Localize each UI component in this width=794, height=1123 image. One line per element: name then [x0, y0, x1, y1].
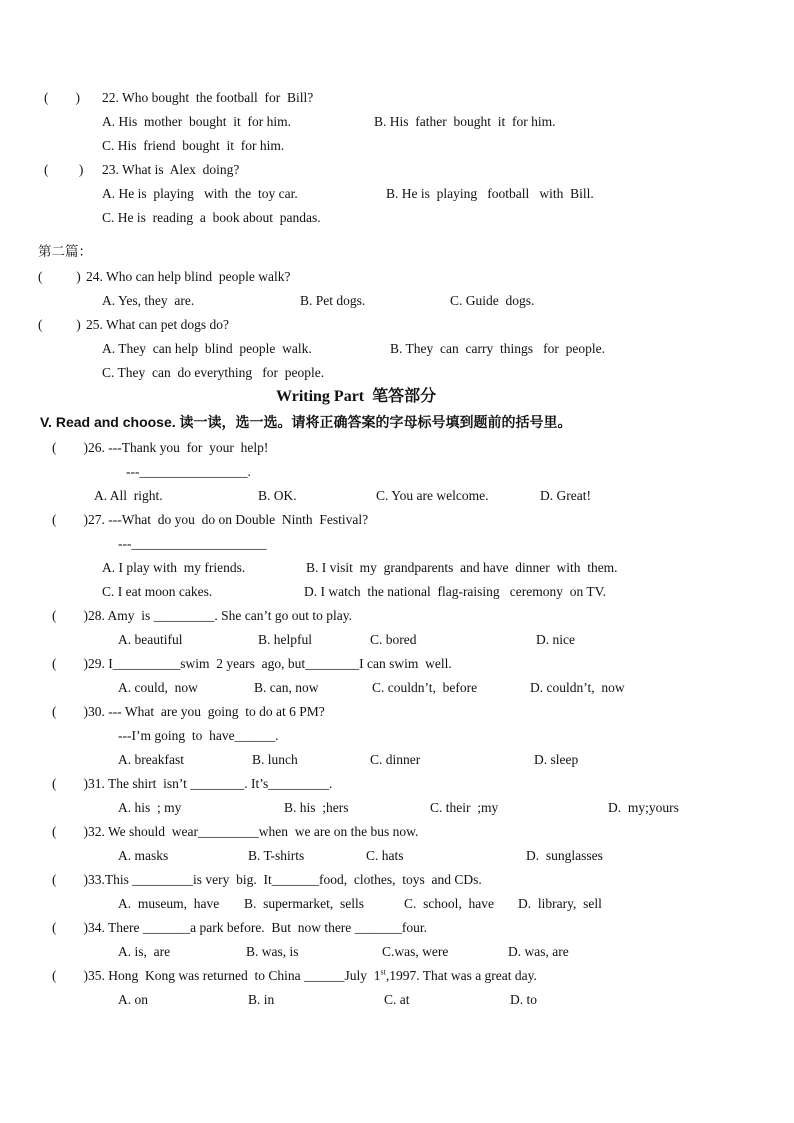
answer-blank[interactable]: ( ): [38, 269, 81, 284]
question-25-stem: 25. What can pet dogs do?: [86, 317, 229, 332]
question-23-stem: 23. What is Alex doing?: [102, 162, 240, 177]
writing-part-title: Writing Part 笔答部分: [276, 388, 437, 405]
q29-option-c: C. couldn’t, before: [372, 680, 478, 695]
q31-option-d: D. my;yours: [608, 800, 679, 815]
q28-option-d: D. nice: [536, 632, 575, 647]
section-v-instructions: V. Read and choose. 读一读，选一选。请将正确答案的字母标号填到题前的括号里。: [40, 414, 572, 430]
q28-option-c: C. bored: [370, 632, 417, 647]
q24-option-b: B. Pet dogs.: [300, 293, 366, 308]
q29-option-a: A. could, now: [118, 680, 198, 695]
q30-option-a: A. breakfast: [118, 752, 184, 767]
answer-blank[interactable]: ( ): [52, 824, 88, 839]
question-24-stem: 24. Who can help blind people walk?: [86, 269, 291, 284]
answer-blank[interactable]: ( ): [52, 440, 88, 455]
q24-option-a: A. Yes, they are.: [102, 293, 195, 308]
answer-blank[interactable]: ( ): [52, 512, 88, 527]
question-27-reply: ---____________________: [118, 536, 267, 551]
q30-option-b: B. lunch: [252, 752, 298, 767]
q27-option-c: C. I eat moon cakes.: [102, 584, 213, 599]
q26-option-a: A. All right.: [94, 488, 163, 503]
q34-option-d: D. was, are: [508, 944, 569, 959]
answer-blank[interactable]: ( ): [52, 608, 88, 623]
question-34-stem: 34. There _______a park before. But now there _______four.: [88, 920, 428, 935]
q30-option-c: C. dinner: [370, 752, 421, 767]
question-35-stem: [88, 968, 537, 984]
answer-blank[interactable]: ( ): [52, 776, 88, 791]
q35-option-a: A. on: [118, 992, 148, 1007]
q31-option-a: A. his ; my: [118, 800, 182, 815]
answer-blank[interactable]: ( ): [38, 317, 81, 332]
answer-blank[interactable]: ( ): [52, 656, 88, 671]
q32-option-d: D. sunglasses: [526, 848, 603, 863]
answer-blank[interactable]: ( ): [52, 968, 88, 983]
q25-option-c: C. They can do everything for people.: [102, 365, 325, 380]
q32-option-c: C. hats: [366, 848, 404, 863]
q24-option-c: C. Guide dogs.: [450, 293, 535, 308]
q31-option-b: B. his ;hers: [284, 800, 349, 815]
q33-option-c: C. school, have: [404, 896, 494, 911]
question-29-stem: 29. I__________swim 2 years ago, but________I can swim well.: [88, 656, 452, 671]
q32-option-b: B. T-shirts: [248, 848, 305, 863]
q33-option-a: A. museum, have: [118, 896, 220, 911]
part-two-heading: 第二篇：: [38, 244, 92, 259]
question-28-stem: 28. Amy is _________. She can’t go out to play.: [88, 608, 352, 623]
q34-option-a: A. is, are: [118, 944, 171, 959]
q27-option-d: D. I watch the national flag-raising ceremony on TV.: [304, 584, 607, 599]
q32-option-a: A. masks: [118, 848, 169, 863]
q22-option-b: B. His father bought it for him.: [374, 114, 556, 129]
q33-option-d: D. library, sell: [518, 896, 602, 911]
question-22-stem: 22. Who bought the football for Bill?: [102, 90, 314, 105]
answer-blank[interactable]: ( ): [44, 90, 80, 105]
q34-option-b: B. was, is: [246, 944, 299, 959]
q29-option-d: D. couldn’t, now: [530, 680, 625, 695]
answer-blank[interactable]: ( ): [44, 162, 84, 177]
question-26-stem: 26. ---Thank you for your help!: [88, 440, 269, 455]
q33-option-b: B. supermarket, sells: [244, 896, 364, 911]
q28-option-a: A. beautiful: [118, 632, 183, 647]
q30-option-d: D. sleep: [534, 752, 579, 767]
answer-blank[interactable]: ( ): [52, 704, 88, 719]
q26-option-d: D. Great!: [540, 488, 591, 503]
question-30-stem: 30. --- What are you going to do at 6 PM?: [88, 704, 325, 719]
q26-option-c: C. You are welcome.: [376, 488, 489, 503]
q26-option-b: B. OK.: [258, 488, 297, 503]
question-33-stem: 33.This _________is very big. It_______food, clothes, toys and CDs.: [88, 872, 482, 887]
question-30-reply: ---I’m going to have______.: [118, 728, 279, 743]
answer-blank[interactable]: ( ): [52, 872, 88, 887]
q29-option-b: B. can, now: [254, 680, 319, 695]
q25-option-a: A. They can help blind people walk.: [102, 341, 312, 356]
q23-option-a: A. He is playing with the toy car.: [102, 186, 298, 201]
question-31-stem: 31. The shirt isn’t ________. It’s_________.: [88, 776, 333, 791]
q35-option-d: D. to: [510, 992, 537, 1007]
q34-option-c: C.was, were: [382, 944, 449, 959]
q35-stem-after: ,1997. That was a great day.: [385, 968, 537, 983]
q23-option-c: C. He is reading a book about pandas.: [102, 210, 321, 225]
q35-option-b: B. in: [248, 992, 275, 1007]
question-27-stem: 27. ---What do you do on Double Ninth Festival?: [88, 512, 369, 527]
q27-option-b: B. I visit my grandparents and have dinner with them.: [306, 560, 618, 575]
q22-option-c: C. His friend bought it for him.: [102, 138, 285, 153]
answer-blank[interactable]: ( ): [52, 920, 88, 935]
q35-option-c: C. at: [384, 992, 410, 1007]
q35-stem-before: 35. Hong Kong was returned to China ______July 1: [88, 968, 381, 983]
question-26-reply: ---________________.: [126, 464, 251, 479]
q28-option-b: B. helpful: [258, 632, 312, 647]
q27-option-a: A. I play with my friends.: [102, 560, 246, 575]
q31-option-c: C. their ;my: [430, 800, 499, 815]
q22-option-a: A. His mother bought it for him.: [102, 114, 291, 129]
q23-option-b: B. He is playing football with Bill.: [386, 186, 594, 201]
q25-option-b: B. They can carry things for people.: [390, 341, 605, 356]
q35-stem-sup: st: [380, 967, 386, 977]
question-32-stem: 32. We should wear_________when we are on the bus now.: [88, 824, 419, 839]
